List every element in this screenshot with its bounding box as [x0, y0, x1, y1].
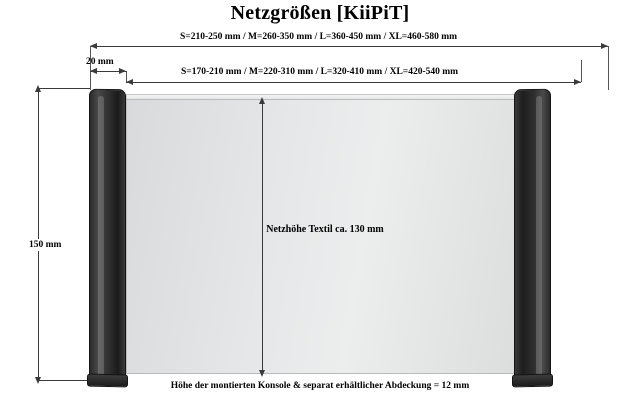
- bottom-note: Höhe der montierten Konsole & separat erhältlicher Abdeckung = 12 mm: [170, 381, 470, 391]
- net-height-dimension-line: [262, 100, 263, 373]
- height-label: 150 mm: [29, 240, 62, 250]
- outer-arrow-left-icon: [90, 43, 97, 49]
- inner-extension-right: [581, 60, 582, 82]
- inner-extension-left: [126, 71, 127, 82]
- height-dimension-line: [38, 88, 39, 380]
- height-extension-top: [38, 88, 90, 89]
- page-title: Netzgrößen [KiiPiT]: [230, 2, 410, 24]
- inner-width-label: S=170-210 mm / M=220-310 mm / L=320-410 mm / XL=420-540 mm: [181, 67, 459, 77]
- outer-arrow-right-icon: [601, 43, 608, 49]
- net-height-label: Netzhöhe Textil ca. 130 mm: [266, 224, 384, 235]
- net-height-arrow-down-icon: [259, 370, 265, 377]
- outer-extension-right: [608, 46, 609, 90]
- net-textile-panel: [126, 99, 517, 374]
- inner-arrow-right-icon: [574, 79, 581, 85]
- bracket-left: [89, 89, 126, 384]
- net-height-arrow-up-icon: [259, 97, 265, 104]
- inner-arrow-left-icon: [126, 79, 133, 85]
- outer-width-label: S=210-250 mm / M=260-350 mm / L=360-450 mm / XL=460-580 mm: [180, 32, 458, 42]
- bracket-width-label: 20 mm: [86, 57, 114, 67]
- bracket-left-highlight: [98, 96, 104, 378]
- bracket-right: [514, 89, 551, 384]
- inner-dimension-line: [126, 82, 581, 83]
- bracket-right-highlight: [536, 96, 542, 378]
- bracket-arrow-right-icon: [119, 68, 126, 74]
- outer-dimension-line: [90, 46, 608, 47]
- bracket-arrow-left-icon: [90, 68, 97, 74]
